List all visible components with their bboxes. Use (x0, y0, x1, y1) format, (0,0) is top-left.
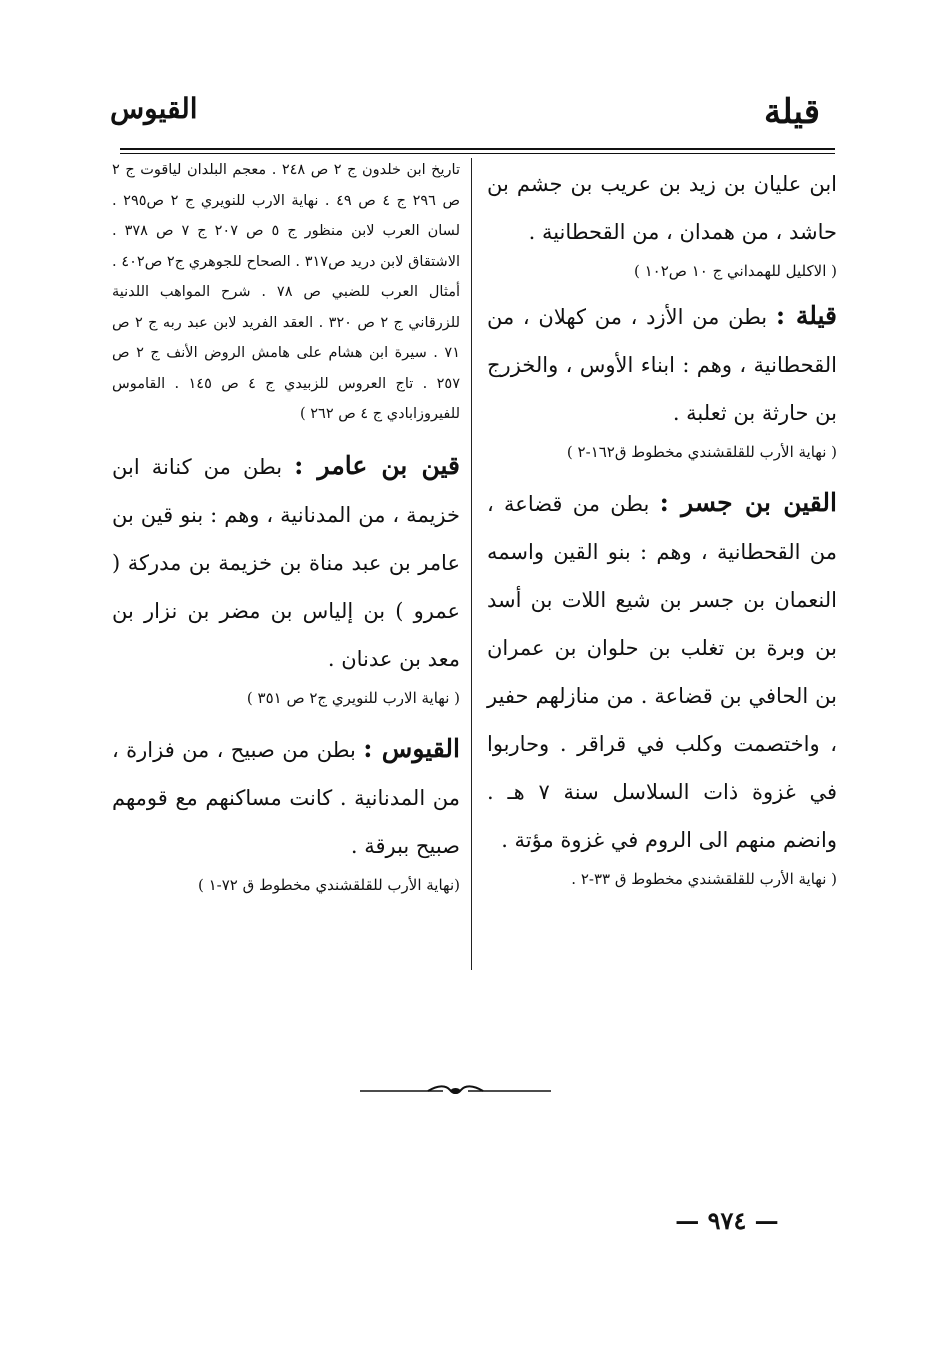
page-number: — ٩٧٤ — (675, 1206, 779, 1235)
entry-term: قين بن عامر : (294, 450, 460, 480)
entry-text: بطن من كنانة ابن خزيمة ، من المدنانية ، وهم : بنو قين بن عامر بن عبد مناة بن خزيمة بن مدركة ( عمرو ) بن إلياس بن مضر بن نزار بن معد بن عدنان . (112, 454, 460, 671)
entry-text: بطن من صبيح ، من فزارة ، من المدنانية . كانت مساكنهم مع قومهم صبيح ببرقة . (112, 737, 460, 858)
running-head-left: القيوس (110, 92, 198, 125)
entry-continuation-text: ابن عليان بن زيد بن عريب بن جشم بن حاشد ، من همدان ، من القحطانية . (487, 172, 837, 244)
entry-qayla (487, 292, 837, 437)
header-rule-thin (120, 153, 835, 154)
ornament-flourish-icon (358, 1082, 553, 1098)
entry-citation: ( الاكليل للهمداني ج ١٠ ص١٠٢ ) (634, 262, 837, 280)
entry-al-qayn-ibn-jasr (487, 479, 837, 864)
entry-term: القين بن جسر : (659, 488, 837, 517)
entry-al-qayus (112, 725, 460, 870)
entry-citation: ( نهاية الأرب للقلقشندي مخطوط ق١٦٢-٢ ) (566, 443, 837, 461)
running-head-right: قيلة (764, 92, 820, 132)
entry-term: قيلة : (775, 301, 837, 330)
left-column (112, 155, 460, 900)
entry-qayn-ibn-amir (112, 442, 460, 683)
sources-list: تاريخ ابن خلدون ج ٢ ص ٢٤٨ . معجم البلدان لياقوت ج ٢ ص ٢٩٦ ج ٤ ص ٤٩ . نهاية الارب للنويري ج ٢ ص٢٩٥ . لسان العرب لابن منظور ج ٥ ص ٢٠٧ ج ٧ ص ٣٧٨ . الاشتقاق لابن دريد ص٣١٧ . الصحاح للجوهري ج٢ ص٤٠٢ . أمثال العرب للضبي ص ٧٨ . شرح المواهب اللدنية للزرقاني ج ٢ ص ٣٢٠ . العقد الفريد لابن عبد ربه ج ٢ ص ٧١ . سيرة ابن هشام على هامش الروض الأنف ج ٢ ص ٢٥٧ . تاج العروس للزبيدي ج ٤ ص ١٤٥ . القاموس للفيروزابادي ج ٤ ص ٢٦٢ ) (112, 162, 461, 422)
entry-citation: ( نهاية الأرب للقلقشندي مخطوط ق ٣٣-٢ . (571, 870, 837, 888)
entry-citation: ( نهاية الارب للنويري ج٢ ص ٣٥١ ) (246, 688, 460, 707)
right-column (487, 160, 837, 894)
entry-text: بطن من الأزد ، من كهلان ، من القحطانية ، وهم : ابناء الأوس ، والخزرج بن حارثة بن ثعلبة . (487, 305, 837, 425)
entry-citation: (نهاية الأرب للقلقشندي مخطوط ق ٧٢-١ ) (197, 875, 460, 894)
entry-text: بطن من قضاعة ، من القحطانية ، وهم : بنو القين واسمه النعمان بن جسر بن شيع اللات بن أسد بن وبرة بن تغلب بن حلوان بن عمران بن الحافي بن قضاعة . من منازلهم حفير ، واختصمت وكلب في قراقر . وحاربوا في غزوة ذات السلاسل سنة ٧ هـ . وانضم منهم الى الروم في غزوة مؤتة . (487, 492, 837, 852)
header-rule-thick (120, 148, 835, 150)
column-divider (471, 158, 472, 970)
entry-term: القيوس : (363, 733, 460, 763)
